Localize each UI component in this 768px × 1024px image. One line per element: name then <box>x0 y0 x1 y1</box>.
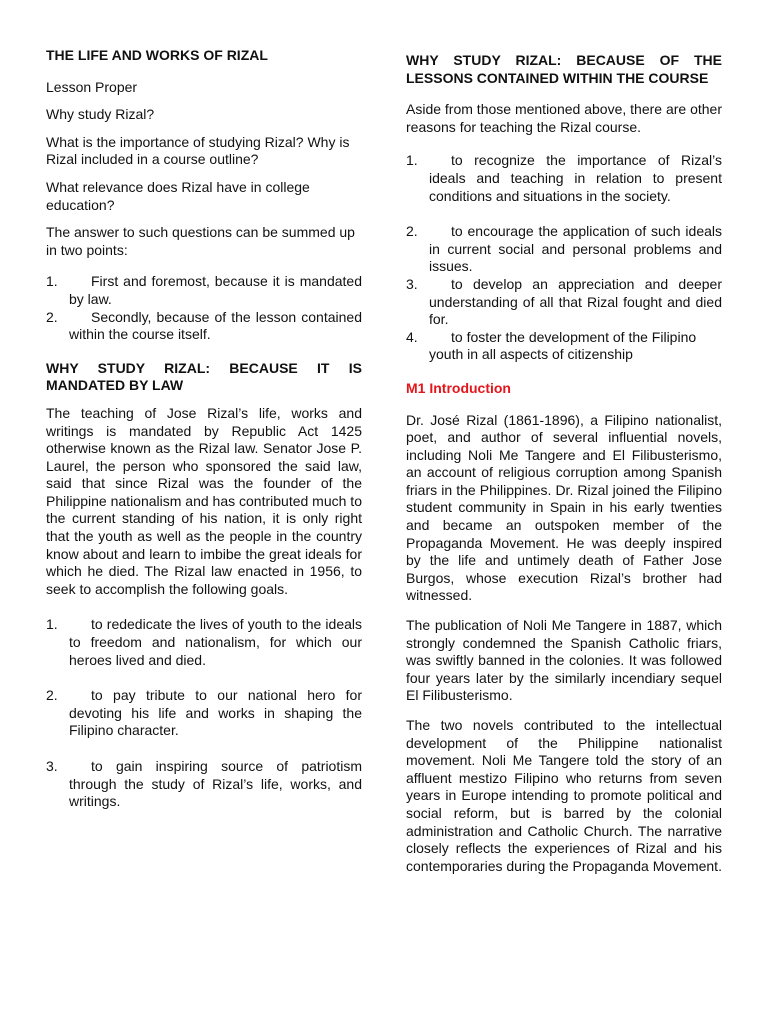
list-item <box>46 687 362 740</box>
reasons-list <box>406 152 722 364</box>
right-column <box>406 52 722 885</box>
list-text: First and foremost, because it is mandated by law. <box>69 273 362 307</box>
list-item <box>46 273 362 308</box>
list-text: to pay tribute to our national hero for devoting his life and works in shaping the Filipino character. <box>69 687 362 739</box>
left-column <box>46 47 362 825</box>
list-item <box>46 616 362 669</box>
list-item <box>406 276 722 329</box>
list-item <box>46 309 362 344</box>
list-item <box>406 152 722 205</box>
list-text: to gain inspiring source of patriotism through the study of Rizal’s life, works, and writings. <box>69 758 362 810</box>
list-text: to rededicate the lives of youth to the ideals to freedom and nationalism, for which our heroes lived and died. <box>69 616 362 668</box>
law-paragraph: The teaching of Jose Rizal’s life, works and writings is mandated by Republic Act 1425 otherwise known as the Rizal law. Senator Jose P. Laurel, the person who sponsored the said law, said that since Rizal was the founder of the Philippine nationalism and has contributed much to the current standing of his nation, it is only right that the youth as well as the people in the country know about and learn to imbibe the great ideals for which he died. The Rizal law enacted in 1956, to seek to accomplish the following goals. <box>46 404 362 597</box>
list-number: 1. <box>46 273 58 290</box>
list-text: to foster the development of the Filipino youth in all aspects of citizenship <box>429 328 697 363</box>
list-text: Secondly, because of the lesson contained within the course itself. <box>69 308 362 343</box>
answer-intro: The answer to such questions can be summed up in two points: <box>46 224 355 258</box>
list-text: to encourage the application of such ideals in current social and personal problems and issues. <box>429 223 722 275</box>
list-item <box>46 758 362 811</box>
list-number: 2. <box>46 308 58 325</box>
lesson-proper-label: Lesson Proper <box>46 78 138 95</box>
intro-paragraph-2: The publication of Noli Me Tangere in 1887, which strongly condemned the Spanish Catholic friars, was swiftly banned in the colonies. It was followed four years later by the similarly incendiary sequel El Filibusterismo. <box>406 617 722 704</box>
other-reasons-paragraph: Aside from those mentioned above, there are other reasons for teaching the Rizal course. <box>406 101 722 135</box>
why-study-question: Why study Rizal? <box>46 106 155 123</box>
two-points-list <box>46 273 362 343</box>
list-number: 2. <box>46 687 58 704</box>
list-text: to develop an appreciation and deeper understanding of all that Rizal fought and died for. <box>429 275 722 328</box>
list-number: 3. <box>406 275 418 292</box>
list-number: 4. <box>406 328 418 345</box>
list-number: 1. <box>46 616 58 633</box>
list-number: 3. <box>46 758 58 774</box>
intro-paragraph-3: The two novels contributed to the intellectual development of the Philippine nationalist movement. Noli Me Tangere told the story of an affluent mestizo Filipino who returns from seven years in Europe intending to promote political and social reform, but is barred by the colonial administration and Catholic Church. The narrative closely reflects the experiences of Rizal and his contemporaries during the Propaganda Movement. <box>406 717 722 874</box>
goals-list <box>46 616 362 810</box>
list-item <box>406 223 722 276</box>
relevance-question: What relevance does Rizal have in college education? <box>46 178 310 213</box>
importance-question: What is the importance of studying Rizal? Why is Rizal included in a course outline? <box>46 133 350 168</box>
document-title: THE LIFE AND WORKS OF RIZAL <box>46 47 268 63</box>
m1-introduction-heading: M1 Introduction <box>406 379 511 396</box>
list-text: to recognize the importance of Rizal’s ideals and teaching in relation to present conditions and situations in the society. <box>429 152 722 204</box>
intro-paragraph-1: Dr. José Rizal (1861-1896), a Filipino nationalist, poet, and author of several influential novels, including Noli Me Tangere and El Filibusterismo, an account of religious corruption among Spanish friars in the Philippines. Dr. Rizal joined the Filipino student community in Spain in his early twenties and became an outspoken member of the Propaganda Movement. He was deeply inspired by the life and untimely death of Father Jose Burgos, whose execution Rizal’s brother had witnessed. <box>406 411 722 604</box>
heading-mandated-by-law: WHY STUDY RIZAL: BECAUSE IT IS MANDATED BY LAW <box>46 359 362 394</box>
list-number: 1. <box>406 152 418 169</box>
heading-lessons-within-course: WHY STUDY RIZAL: BECAUSE OF THE LESSONS CONTAINED WITHIN THE COURSE <box>406 52 722 86</box>
list-number: 2. <box>406 223 418 240</box>
list-item <box>406 329 722 364</box>
